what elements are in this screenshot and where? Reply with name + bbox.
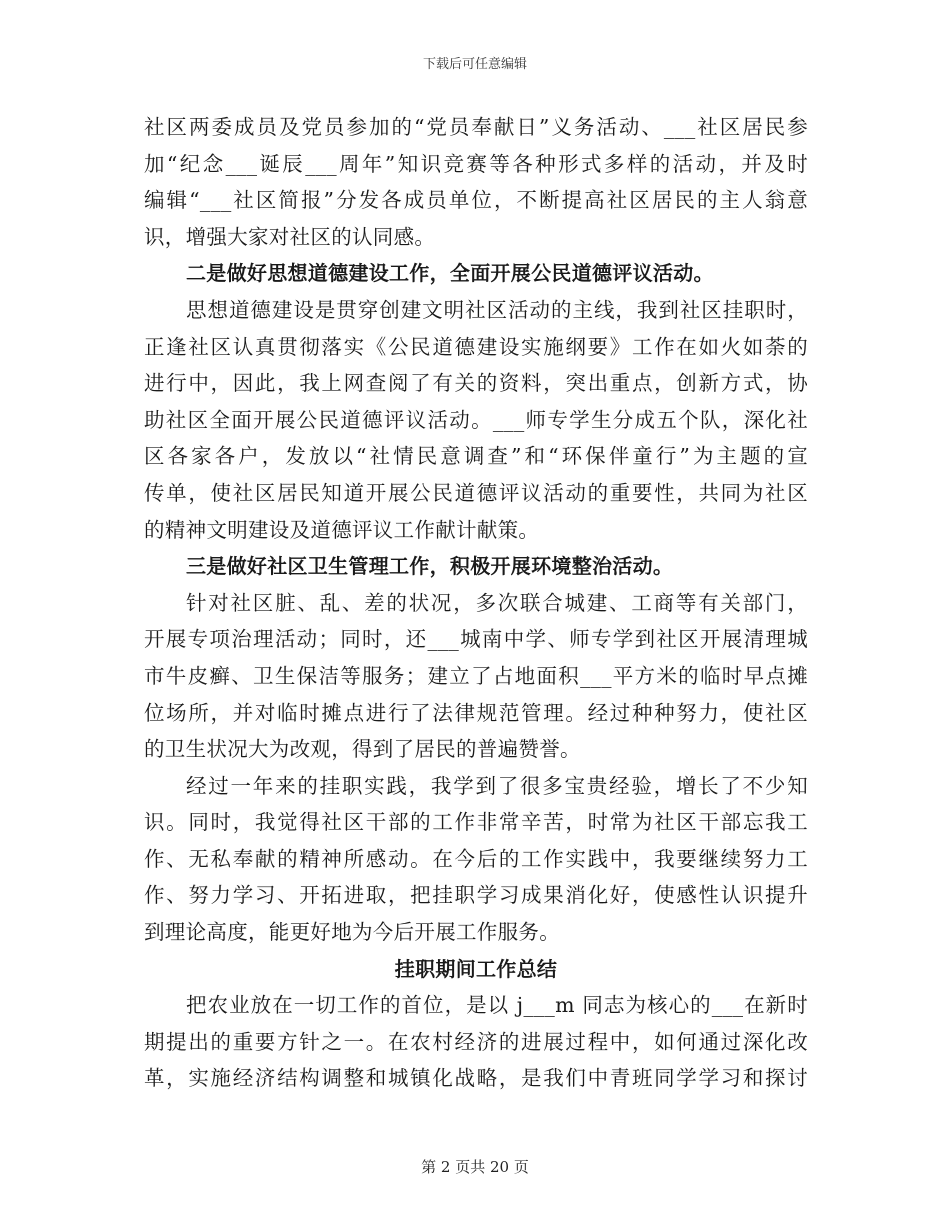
text-line: 编辑“___社区简报”分发各成员单位，不断提高社区居民的主人翁意 xyxy=(144,188,808,213)
text-line: 社区两委成员及党员参加的“党员奉献日”义务活动、___社区居民参 xyxy=(144,115,808,139)
text-line: 革，实施经济结构调整和城镇化战略，是我们中青班同学学习和探讨 xyxy=(144,1066,808,1091)
page-footer: 第 2 页共 20 页 xyxy=(421,1158,529,1176)
text-line: 把农业放在一切工作的首位，是以 j___m 同志为核心的___在新时 xyxy=(186,993,808,1018)
text-line: 针对社区脏、乱、差的状况，多次联合城建、工商等有关部门， xyxy=(186,590,808,615)
text-line: 的卫生状况大为改观，得到了居民的普遍赞誉。 xyxy=(144,737,581,762)
text-line: 传单，使社区居民知道开展公民道德评议活动的重要性，共同为社区 xyxy=(144,480,808,505)
text-line: 的精神文明建设及道德评议工作献计献策。 xyxy=(144,517,540,542)
text-line: 正逢社区认真贯彻落实《公民道德建设实施纲要》工作在如火如荼的 xyxy=(144,334,808,359)
text-line: 识，增强大家对社区的认同感。 xyxy=(144,224,436,249)
text-line: 区各家各户，发放以“社情民意调查”和“环保伴童行”为主题的宣 xyxy=(144,444,808,469)
text-line: 思想道德建设是贯穿创建文明社区活动的主线，我到社区挂职时， xyxy=(186,297,808,322)
text-line: 加“纪念___诞辰___周年”知识竞赛等各种形式多样的活动，并及时 xyxy=(144,151,808,176)
text-line: 进行中，因此，我上网查阅了有关的资料，突出重点，创新方式，协 xyxy=(144,371,808,396)
text-line: 作、无私奉献的精神所感动。在今后的工作实践中，我要继续努力工 xyxy=(144,846,808,871)
text-line: 市牛皮癣、卫生保洁等服务；建立了占地面积___平方米的临时早点摊 xyxy=(144,663,808,688)
text-line: 位场所，并对临时摊点进行了法律规范管理。经过种种努力，使社区 xyxy=(144,700,808,725)
text-line: 开展专项治理活动；同时，还___城南中学、师专学到社区开展清理城 xyxy=(144,627,808,652)
text-line: 期提出的重要方针之一。在农村经济的进展过程中，如何通过深化改 xyxy=(144,1029,808,1054)
text-line: 识。同时，我觉得社区干部的工作非常辛苦，时常为社区干部忘我工 xyxy=(144,810,808,835)
text-line: 作、努力学习、开拓进取，把挂职学习成果消化好，使感性认识提升 xyxy=(144,883,808,908)
text-line: 到理论高度，能更好地为今后开展工作服务。 xyxy=(144,920,560,945)
section-heading: 三是做好社区卫生管理工作，积极开展环境整治活动。 xyxy=(186,554,674,579)
page-header: 下载后可任意编辑 xyxy=(422,57,527,72)
document-body xyxy=(144,109,808,1097)
text-line: 经过一年来的挂职实践，我学到了很多宝贵经验，增长了不少知 xyxy=(186,773,808,798)
section-heading: 挂职期间工作总结 xyxy=(394,956,558,981)
text-line: 助社区全面开展公民道德评议活动。___师专学生分成五个队，深化社 xyxy=(144,407,808,432)
section-heading: 二是做好思想道德建设工作，全面开展公民道德评议活动。 xyxy=(186,261,714,286)
